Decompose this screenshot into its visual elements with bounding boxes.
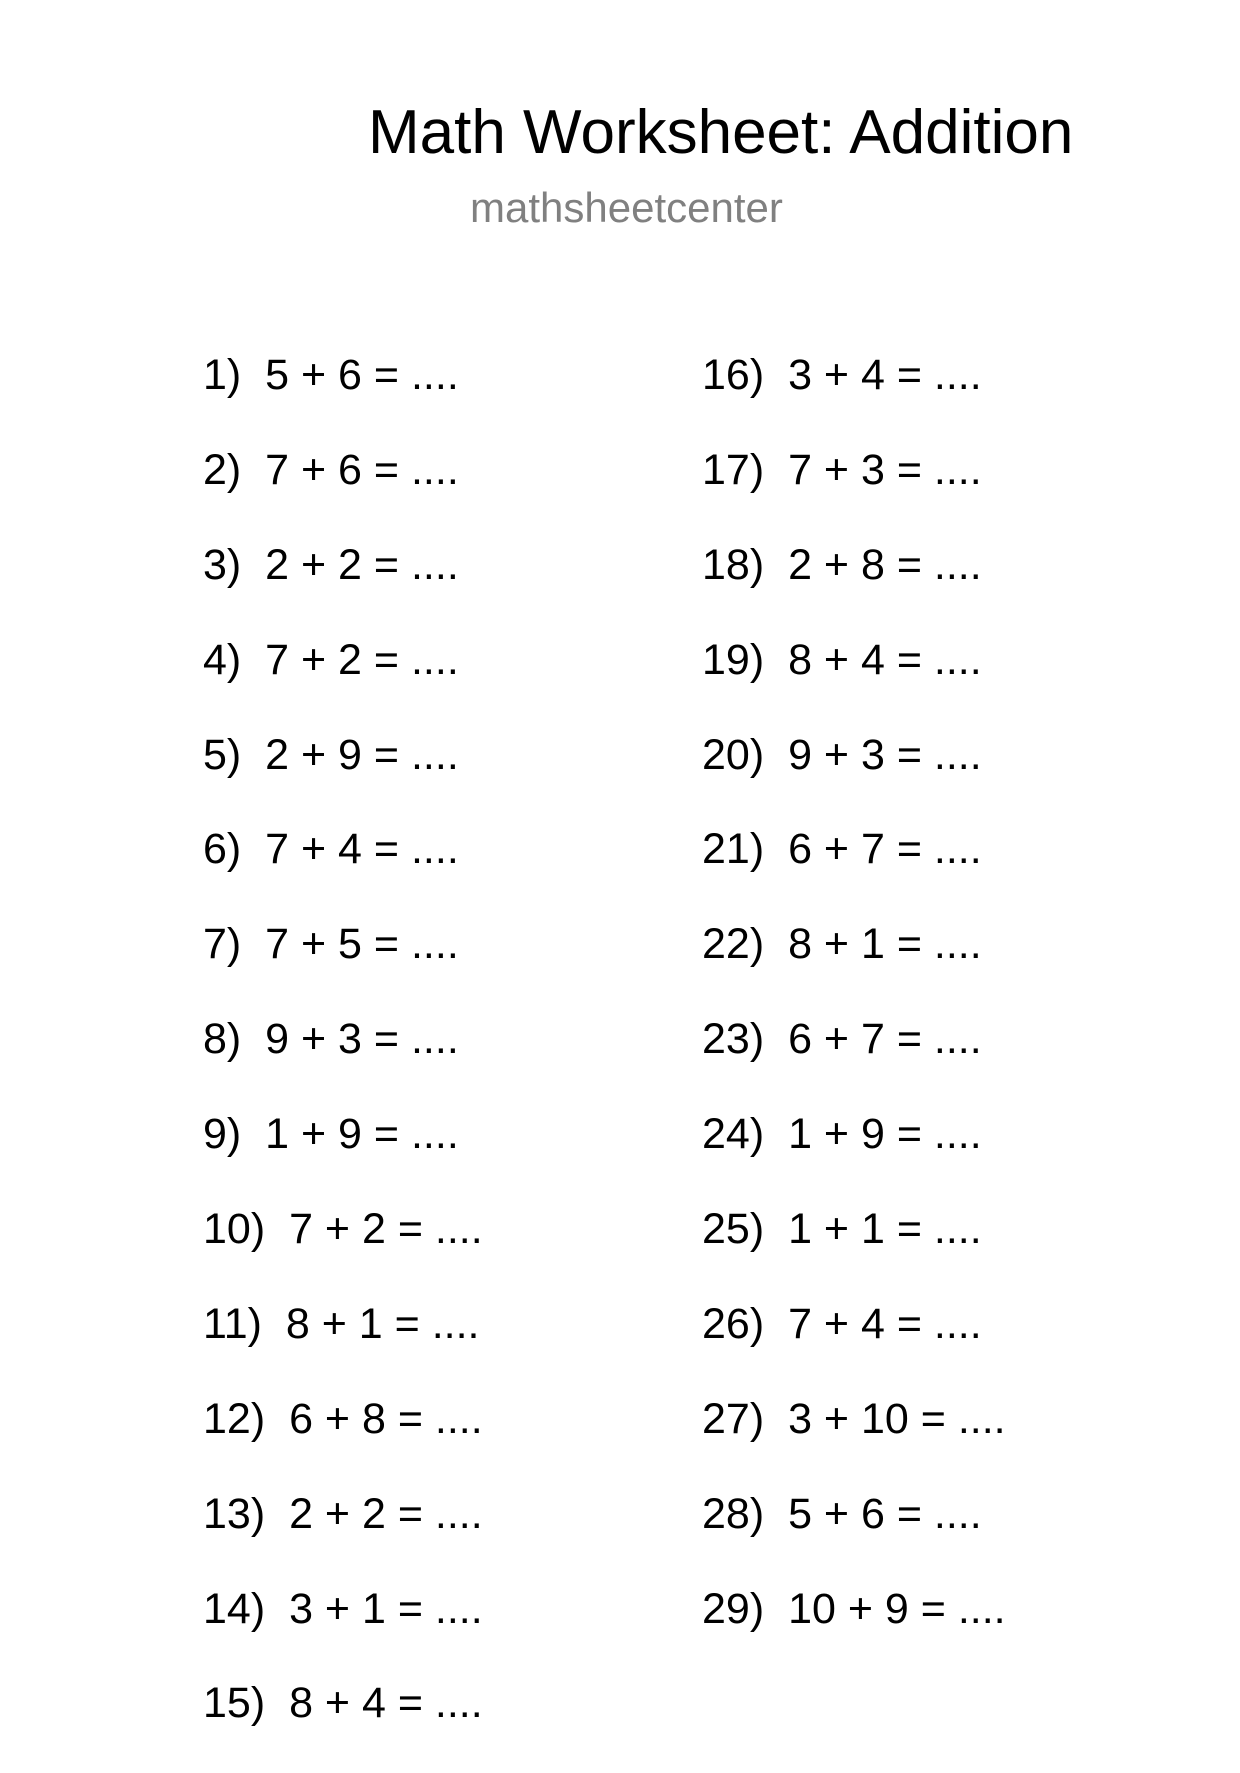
problem-item xyxy=(203,730,483,825)
problem-number: 15) xyxy=(203,1679,266,1728)
problem-number: 23) xyxy=(702,1015,765,1064)
problem-expression: 2 + 2 = .... xyxy=(289,1489,483,1538)
problem-number: 6) xyxy=(203,825,242,874)
problem-number: 28) xyxy=(702,1489,765,1538)
problem-number: 24) xyxy=(702,1110,765,1159)
problem-expression: 1 + 9 = .... xyxy=(265,1110,459,1159)
problem-number: 20) xyxy=(702,730,765,779)
problem-expression: 7 + 2 = .... xyxy=(289,1205,483,1254)
problem-item xyxy=(702,919,1006,1014)
problem-number: 14) xyxy=(203,1584,266,1633)
problem-expression: 5 + 6 = .... xyxy=(265,351,459,399)
problem-item xyxy=(203,350,483,445)
problem-item xyxy=(203,540,483,635)
problem-number: 25) xyxy=(702,1205,765,1254)
problem-item xyxy=(203,635,483,730)
problem-item xyxy=(702,1109,1006,1204)
problem-expression: 9 + 3 = .... xyxy=(265,1015,459,1064)
problem-expression: 3 + 10 = .... xyxy=(788,1394,1006,1443)
problem-expression: 8 + 4 = .... xyxy=(289,1679,483,1728)
problem-expression: 7 + 4 = .... xyxy=(265,825,459,874)
problem-item xyxy=(702,350,1006,445)
problem-expression: 10 + 9 = .... xyxy=(788,1584,1006,1633)
problem-number: 8) xyxy=(203,1015,242,1064)
problem-expression: 6 + 8 = .... xyxy=(289,1394,483,1443)
worksheet-source: mathsheetcenter xyxy=(470,184,783,231)
problem-item xyxy=(203,1109,483,1204)
problem-item xyxy=(702,730,1006,825)
problem-expression: 2 + 2 = .... xyxy=(265,540,459,589)
problem-item xyxy=(203,1678,483,1773)
problem-item xyxy=(702,824,1006,919)
problem-item xyxy=(702,1014,1006,1109)
problem-number: 4) xyxy=(203,635,242,684)
problem-expression: 7 + 4 = .... xyxy=(788,1299,982,1348)
problem-expression: 6 + 7 = .... xyxy=(788,825,982,874)
problem-expression: 1 + 1 = .... xyxy=(788,1205,982,1254)
problem-number: 27) xyxy=(702,1394,765,1443)
problem-item xyxy=(203,1014,483,1109)
problem-number: 3) xyxy=(203,540,242,589)
problem-item xyxy=(203,1489,483,1584)
problem-number: 22) xyxy=(702,920,765,969)
problem-number: 9) xyxy=(203,1110,242,1159)
problem-expression: 1 + 9 = .... xyxy=(788,1110,982,1159)
problem-item xyxy=(702,1394,1006,1489)
problem-item xyxy=(203,445,483,540)
problem-expression: 7 + 2 = .... xyxy=(265,635,459,684)
problem-number: 21) xyxy=(702,825,765,874)
problem-item xyxy=(702,1489,1006,1584)
problem-item xyxy=(203,1299,483,1394)
problem-item xyxy=(203,1394,483,1489)
problem-expression: 5 + 6 = .... xyxy=(788,1489,982,1538)
problem-column-right xyxy=(702,350,1006,1678)
problem-column-left xyxy=(203,350,483,1773)
problem-item xyxy=(702,445,1006,540)
problem-item xyxy=(702,635,1006,730)
problem-item xyxy=(702,540,1006,635)
worksheet-title: Math Worksheet: Addition xyxy=(368,98,1074,167)
problem-number: 12) xyxy=(203,1394,266,1443)
problem-expression: 7 + 3 = .... xyxy=(788,445,982,494)
problem-number: 13) xyxy=(203,1489,266,1538)
problem-expression: 9 + 3 = .... xyxy=(788,730,982,779)
problem-expression: 7 + 6 = .... xyxy=(265,445,459,494)
problem-number: 16) xyxy=(702,351,765,399)
problem-expression: 7 + 5 = .... xyxy=(265,920,459,969)
problem-number: 19) xyxy=(702,635,765,684)
problem-expression: 2 + 9 = .... xyxy=(265,730,459,779)
problem-number: 1) xyxy=(203,351,242,399)
problem-item xyxy=(702,1584,1006,1679)
problem-number: 17) xyxy=(702,445,765,494)
problem-expression: 6 + 7 = .... xyxy=(788,1015,982,1064)
problem-number: 11) xyxy=(203,1299,262,1348)
problem-expression: 2 + 8 = .... xyxy=(788,540,982,589)
problem-item xyxy=(702,1299,1006,1394)
problem-expression: 8 + 4 = .... xyxy=(788,635,982,684)
problem-item xyxy=(702,1204,1006,1299)
problem-expression: 3 + 4 = .... xyxy=(788,351,982,399)
problem-expression: 3 + 1 = .... xyxy=(289,1584,483,1633)
problem-item xyxy=(203,1204,483,1299)
problem-item xyxy=(203,1584,483,1679)
problem-expression: 8 + 1 = .... xyxy=(285,1299,480,1348)
problem-number: 7) xyxy=(203,920,242,969)
problem-number: 5) xyxy=(203,730,242,779)
problem-item xyxy=(203,919,483,1014)
problem-number: 26) xyxy=(702,1299,765,1348)
problem-number: 29) xyxy=(702,1584,765,1633)
problem-expression: 8 + 1 = .... xyxy=(788,920,982,969)
problem-number: 18) xyxy=(702,540,765,589)
problem-number: 2) xyxy=(203,445,242,494)
problem-number: 10) xyxy=(203,1205,266,1254)
problem-item xyxy=(203,824,483,919)
